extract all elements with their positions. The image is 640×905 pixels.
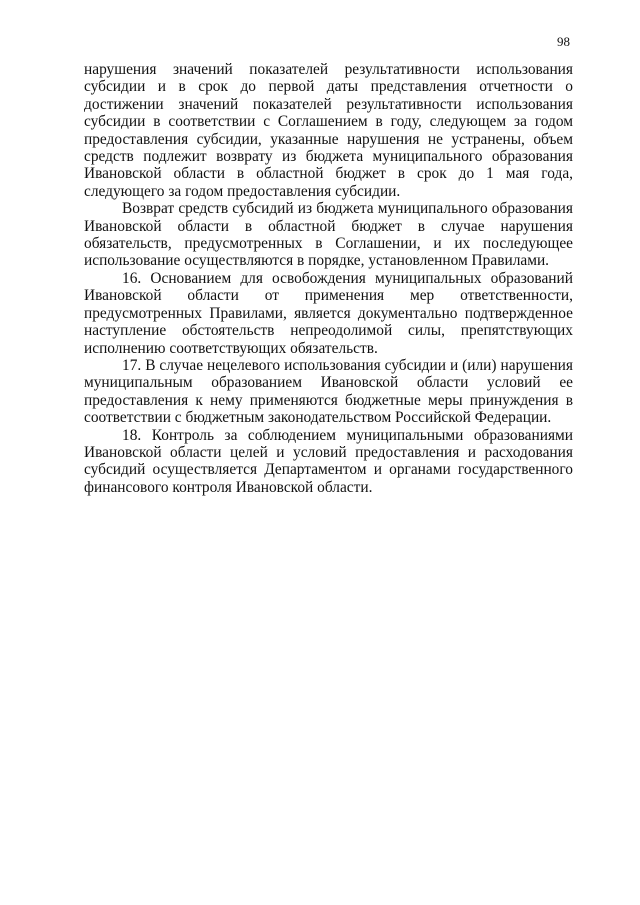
paragraph-18: 18. Контроль за соблюдением муниципальными образованиями Ивановской области целей и условий предоставления и расходования субсидий осуществляется Департаментом и органами государственного финансового контроля Ивановской области.	[84, 426, 573, 496]
paragraph-refund: Возврат средств субсидий из бюджета муниципального образования Ивановской области в областной бюджет в случае нарушения обязательств, предусмотренных в Соглашении, и их последующее использование осуществляются в порядке, установленном Правилами.	[84, 200, 573, 270]
paragraph-17: 17. В случае нецелевого использования субсидии и (или) нарушения муниципальным образованием Ивановской области условий ее предоставления к нему применяются бюджетные меры принуждения в соответствии с бюджетным законодательством Российской Федерации.	[84, 356, 573, 427]
document-body	[84, 61, 573, 496]
paragraph-16: 16. Основанием для освобождения муниципальных образований Ивановской области от применения мер ответственности, предусмотренных Правилами, является документально подтвержденное наступление обстоятельств непреодолимой силы, препятствующих исполнению соответствующих обязательств.	[84, 269, 573, 357]
paragraph-continuation: нарушения значений показателей результативности использования субсидии и в срок до первой даты представления отчетности о достижении значений показателей результативности использования субсидии в соответствии с Соглашением в году, следующем за годом предоставления субсидии, указанные нарушения не устранены, объем средств подлежит возврату из бюджета муниципального образования Ивановской области в областной бюджет в срок до 1 мая года, следующего за годом предоставления субсидии.	[84, 61, 573, 200]
page-number: 98	[557, 34, 570, 49]
